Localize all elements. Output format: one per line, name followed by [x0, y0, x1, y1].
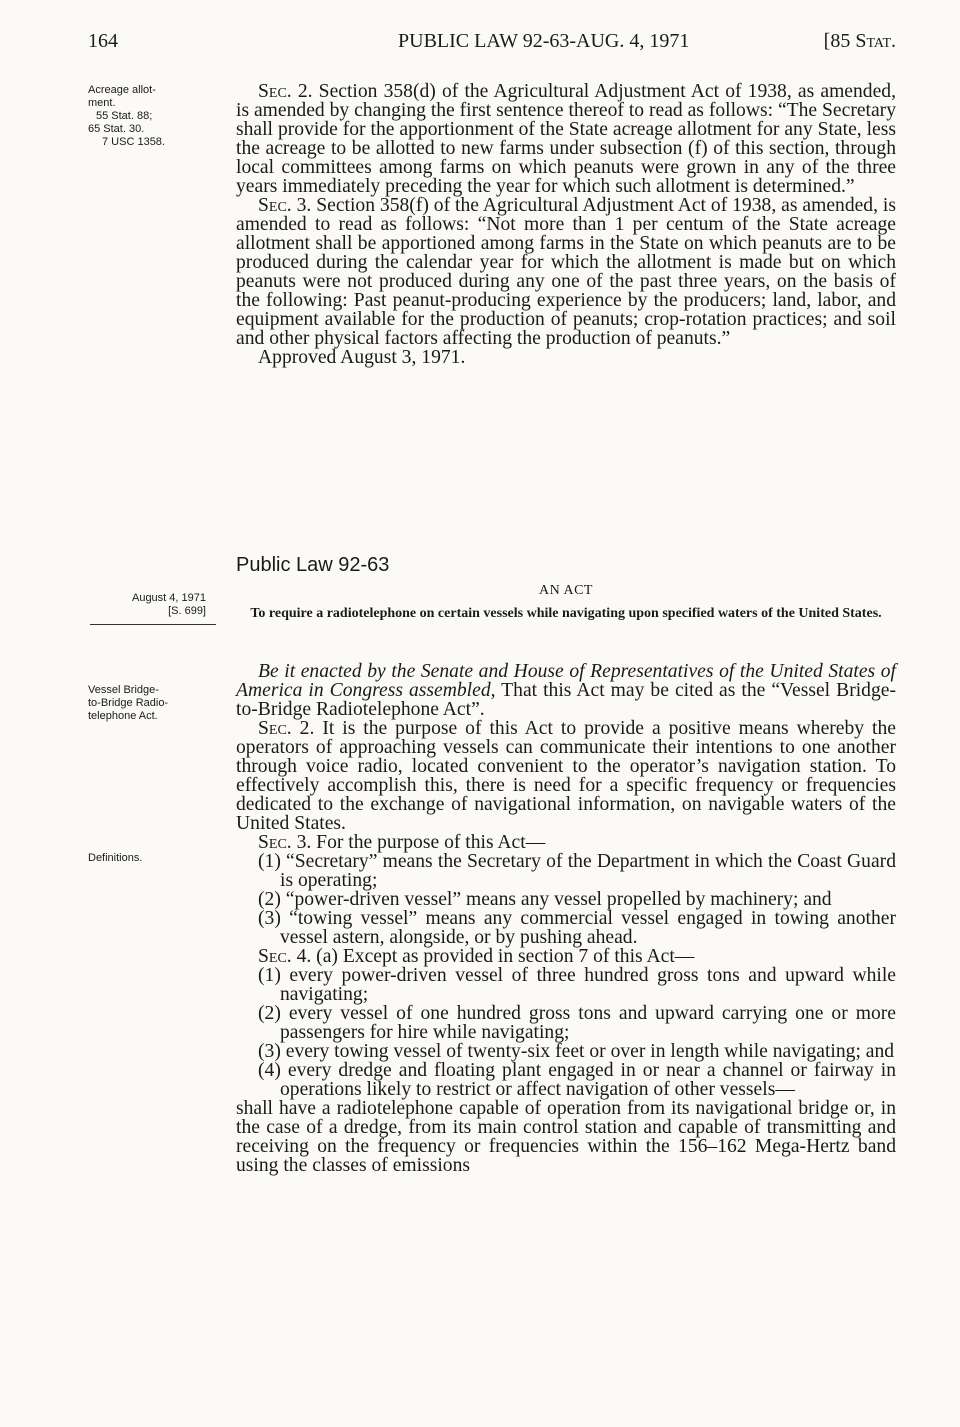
short-title-clause: That this Act may be cited as the “Vessel Bridge-to-Bridge Radiotelephone Act”.	[236, 680, 896, 720]
section-text: 2. It is the purpose of this Act to provide a positive means whereby the operators of approaching vessels can communicate their intentions to one another through voice radio, located convenient to the operator’s navigation station. To effectively accomplish this, there is need for a specific frequency or frequencies dedicated to the exchange of navigational information, on navigable waters of the United States.	[236, 718, 896, 834]
margin-note-line: [S. 699]	[168, 605, 206, 617]
section-3-amendment	[236, 196, 896, 348]
prior-law-text	[236, 82, 896, 367]
stat-ref-label: Stat.	[855, 30, 896, 52]
section-3-definitions	[236, 833, 896, 852]
requirement-item: (4) every dredge and floating plant engaged in or near a channel or fairway in operations likely to restrict or affect navigation of other vessels—	[258, 1060, 896, 1100]
enacting-clause	[236, 662, 896, 719]
section-label: Sec.	[258, 81, 292, 102]
section-text: 2. Section 358(d) of the Agricultural Adjustment Act of 1938, as amended, is amended by changing the first sentence thereof to read as follows: “The Secretary shall provide for the apportionment of the State acreage allotment for any State, less the acreage to be allotted to new farms under subsection (f) of this section, through local committees among farms on which peanuts were grown in any of the three years immediately preceding the year for which such allotment is determined.”	[236, 81, 896, 197]
margin-note-line: 55 Stat. 88;	[96, 110, 153, 122]
section-label: Sec.	[258, 195, 292, 216]
requirement-item: (3) every towing vessel of twenty-six feet or over in length while navigating; and	[258, 1041, 895, 1062]
enacting-formula: Be it enacted by the Senate and House of Representatives of the United States of America in Congress assembled,	[236, 661, 896, 701]
margin-note-line: Acreage allot-	[88, 84, 156, 96]
requirement-closing: shall have a radiotelephone capable of operation from its navigational bridge or, in the case of a dredge, from its main control station and capable of transmitting and receiving on the frequency or frequencies within the 156–162 Mega-Hertz band using the classes of emissions	[236, 1098, 896, 1176]
margin-note-line: August 4, 1971	[131, 592, 206, 604]
an-act-heading: AN ACT	[539, 583, 593, 598]
stat-ref-open: [85	[823, 30, 856, 52]
act-body	[236, 662, 896, 1175]
margin-note-line: 65 Stat. 30.	[88, 123, 145, 135]
approval-line: Approved August 3, 1971.	[258, 347, 466, 368]
margin-note-line: Vessel Bridge-	[88, 684, 159, 696]
running-head: PUBLIC LAW 92-63-AUG. 4, 1971	[398, 30, 690, 52]
margin-note-acreage	[88, 84, 216, 149]
definition-item: (2) “power-driven vessel” means any vessel propelled by machinery; and	[258, 889, 832, 910]
section-2-amendment	[236, 82, 896, 196]
requirement-item: (1) every power-driven vessel of three hundred gross tons and upward while navigating;	[258, 965, 896, 1005]
definition-item: (1) “Secretary” means the Secretary of the Department in which the Coast Guard is operating;	[258, 851, 896, 891]
margin-note-line: to-Bridge Radio-	[88, 697, 169, 709]
margin-note-line: 7 USC 1358.	[102, 136, 165, 148]
public-law-title: Public Law 92-63	[236, 554, 390, 576]
margin-note-line: telephone Act.	[88, 710, 158, 722]
definition-item: (3) “towing vessel” means any commercial vessel engaged in towing another vessel astern, alongside, or by pushing ahead.	[258, 908, 896, 948]
statute-reference	[824, 30, 896, 53]
page-header	[88, 30, 896, 60]
section-text: 4. (a) Except as provided in section 7 of this Act—	[291, 946, 695, 967]
act-long-title: To require a radiotelephone on certain vessels while navigating upon specified waters of the United States.	[250, 606, 882, 621]
section-text: 3. For the purpose of this Act—	[291, 832, 546, 853]
margin-note-definitions	[88, 852, 216, 865]
section-4-requirements	[236, 947, 896, 966]
margin-note-line: Definitions.	[88, 852, 143, 864]
margin-note-short-title	[88, 684, 216, 723]
section-label: Sec.	[258, 718, 292, 739]
section-label: Sec.	[258, 832, 292, 853]
page-number: 164	[88, 30, 118, 52]
requirement-item: (2) every vessel of one hundred gross tons and upward carrying one or more passengers for hire while navigating;	[258, 1003, 896, 1043]
section-2-purpose	[236, 719, 896, 833]
margin-rule	[90, 624, 216, 625]
section-text: 3. Section 358(f) of the Agricultural Adjustment Act of 1938, as amended, is amended to read as follows: “Not more than 1 per centum of the State acreage allotment shall be apportioned among farms in the State on which peanuts are to be produced during the calendar year for which the allotment is made but on which peanuts were not produced during any one of the past three years, on the basis of the following: Past peanut-producing experience by the producers; land, labor, and equipment available for the production of peanuts; crop-rotation practices; and soil and other physical factors affecting the production of peanuts.”	[236, 195, 896, 349]
margin-note-line: ment.	[88, 97, 116, 109]
margin-note-enactment-date	[88, 592, 206, 618]
section-label: Sec.	[258, 946, 292, 967]
